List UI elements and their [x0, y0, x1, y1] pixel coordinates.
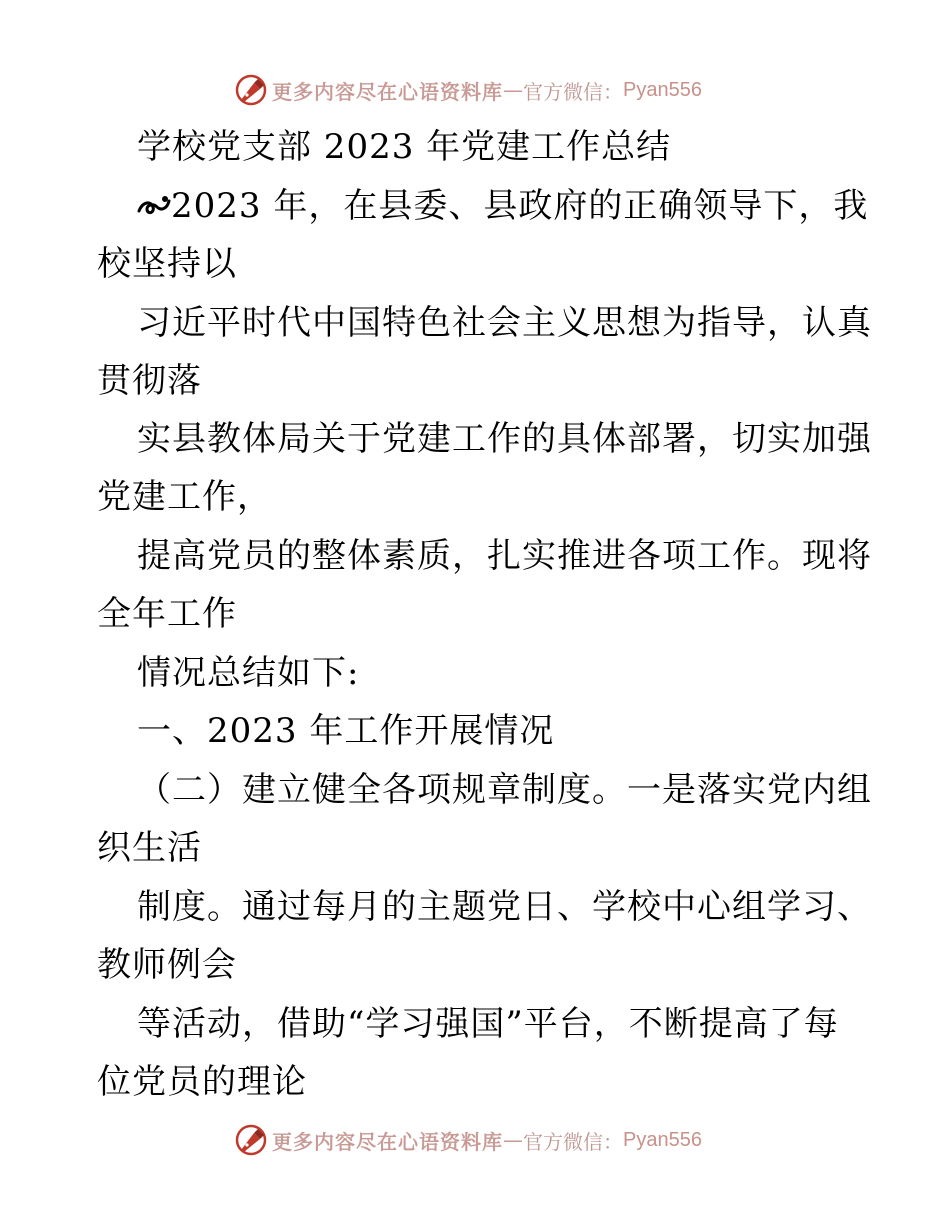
- document-title: 学校党支部 2023 年党建工作总结: [137, 127, 672, 167]
- paragraph-line-9: 情况总结如下:: [137, 653, 360, 693]
- paragraph-line-1: [137, 186, 868, 226]
- paragraph-line-1-text: 2023 年，在县委、县政府的正确领导下，我: [171, 186, 869, 226]
- paragraph-line-11: （二）建立健全各项规章制度。一是落实党内组: [137, 770, 872, 810]
- paragraph-line-4: 贯彻落: [97, 361, 202, 401]
- watermark-wechat-id: Pyan556: [623, 78, 702, 101]
- paragraph-line-7: 提高党员的整体素质，扎实推进各项工作。现将: [137, 536, 872, 576]
- section-heading: 一、2023 年工作开展情况: [137, 711, 555, 751]
- pen-nib-logo-icon: [234, 73, 268, 107]
- pen-nib-logo-icon: [234, 1123, 268, 1157]
- paragraph-line-15: 等活动，借助“学习强国”平台，不断提高了每: [137, 1004, 839, 1044]
- paragraph-line-2: 校坚持以: [97, 244, 237, 284]
- paragraph-line-3: 习近平时代中国特色社会主义思想为指导，认真: [137, 303, 872, 343]
- paragraph-line-14: 教师例会: [97, 945, 237, 985]
- paragraph-line-6: 党建工作，: [97, 477, 272, 517]
- paragraph-line-5: 实县教体局关于党建工作的具体部署，切实加强: [137, 419, 872, 459]
- watermark-site-name: 更多内容尽在心语资料库: [272, 79, 503, 104]
- paragraph-line-13: 制度。通过每月的主题党日、学校中心组学习、: [137, 887, 872, 927]
- paragraph-line-12: 织生活: [97, 828, 202, 868]
- watermark-wechat-id: Pyan556: [623, 1128, 702, 1151]
- watermark-banner-top: [0, 70, 950, 110]
- watermark-contact-label: 官方微信：: [523, 1129, 623, 1154]
- paragraph-line-8: 全年工作: [97, 594, 237, 634]
- decorative-swirl-icon: [137, 193, 171, 219]
- watermark-contact-label: 官方微信：: [523, 79, 623, 104]
- watermark-banner-bottom: [0, 1120, 950, 1160]
- paragraph-line-16: 位党员的理论: [97, 1062, 307, 1102]
- watermark-site-name: 更多内容尽在心语资料库: [272, 1129, 503, 1154]
- watermark-dash: —: [503, 78, 523, 102]
- watermark-dash: —: [503, 1128, 523, 1152]
